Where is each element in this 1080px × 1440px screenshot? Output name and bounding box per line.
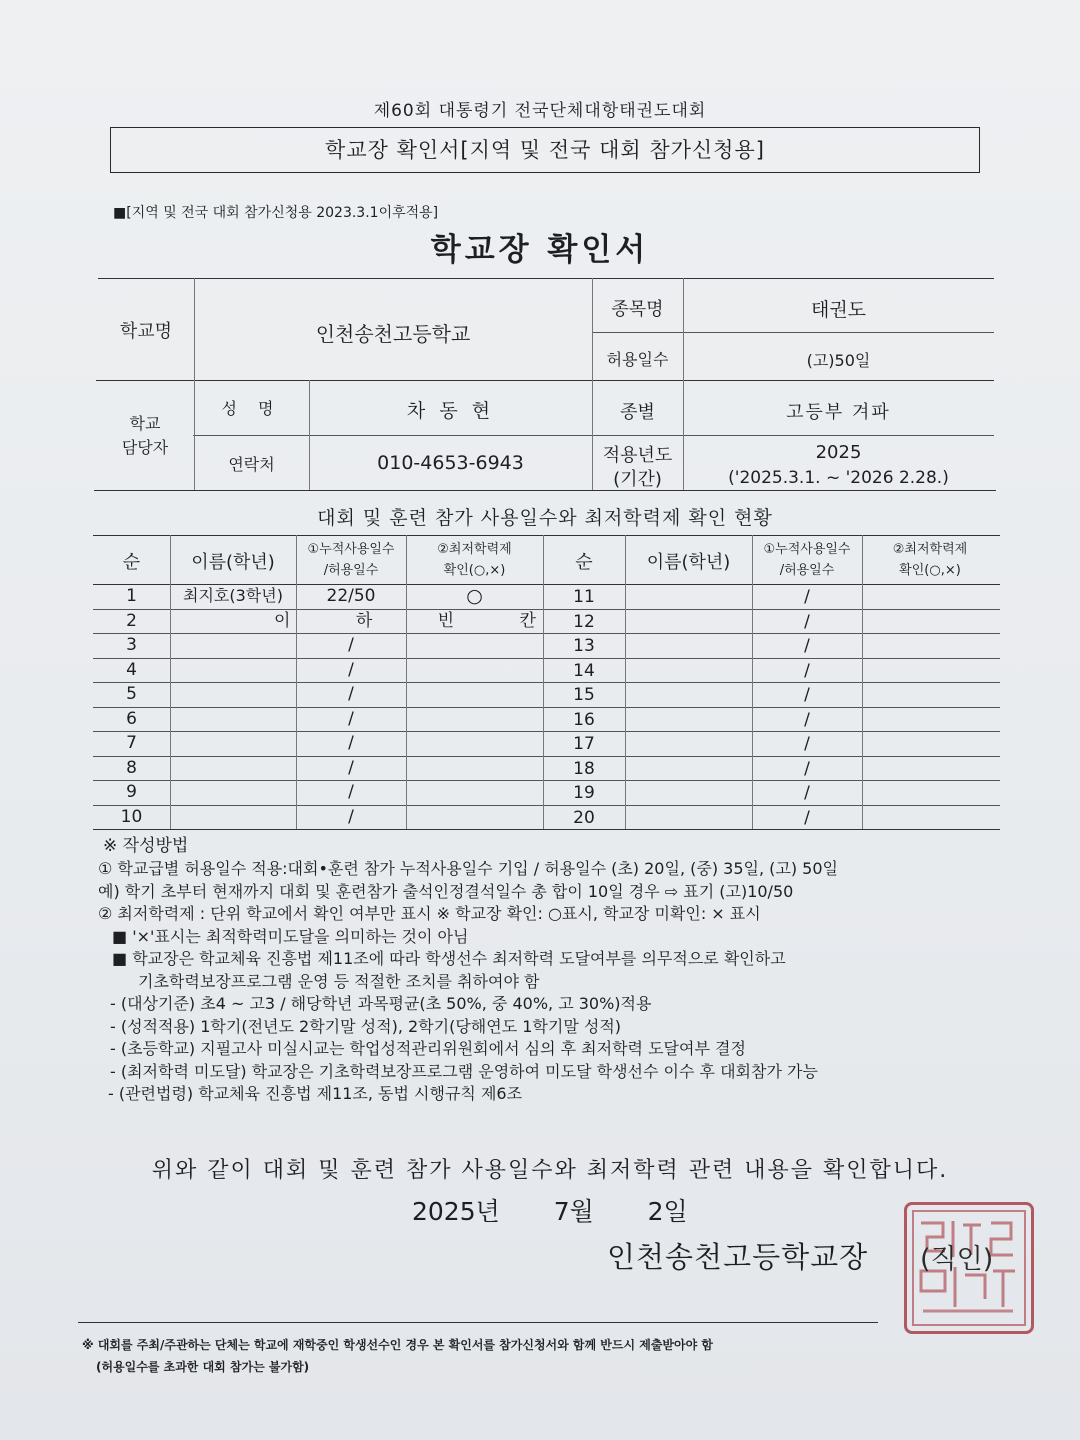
table-rule xyxy=(93,805,1000,806)
table-rule xyxy=(93,658,1000,659)
table-column-rule xyxy=(170,535,171,829)
row-days: / xyxy=(804,660,810,681)
row-number: 12 xyxy=(573,611,595,632)
table-rule xyxy=(93,731,1000,732)
header-no-right: 순 xyxy=(575,552,593,573)
row-number: 17 xyxy=(573,734,595,754)
footer-line: ※ 대회를 주최/주관하는 단체는 학교에 재학중인 학생선수인 경우 본 확인서를 참가신청서와 함께 반드시 제출받아야 함 xyxy=(82,1338,713,1352)
row-number: 20 xyxy=(573,807,595,828)
row-days: / xyxy=(804,636,810,656)
confirmation-statement: 위와 같이 대회 및 훈련 참가 사용일수와 최저학력 관련 내용을 확인합니다. xyxy=(151,1158,949,1183)
row-name: 이 하 빈 칸 xyxy=(274,610,566,631)
table-rule xyxy=(93,707,1000,708)
header-check-left-2: 확인(○,×) xyxy=(443,563,506,578)
row-number: 14 xyxy=(573,660,595,681)
row-number: 8 xyxy=(126,757,137,778)
page-title: 학교장 확인서 xyxy=(430,232,650,268)
document-type-box: 학교장 확인서[지역 및 전국 대회 참가신청용] xyxy=(110,127,980,173)
notes-list xyxy=(98,858,998,1106)
manager-name: 차 동 현 xyxy=(406,400,495,422)
note-line: ■ 학교장은 학교체육 진흥법 제11조에 따라 학생선수 최저학력 도달여부를 의무적으로 확인하고 xyxy=(112,949,786,968)
row-number: 11 xyxy=(573,587,595,607)
principal-name: 인천송천고등학교장 xyxy=(607,1240,869,1274)
contact-label: 연락처 xyxy=(228,455,275,474)
year-label-line2: (기간) xyxy=(613,469,662,490)
table-caption: 대회 및 훈련 참가 사용일수와 최저학력제 확인 현황 xyxy=(317,507,773,529)
category-label: 종별 xyxy=(620,402,655,423)
row-number: 2 xyxy=(126,610,137,631)
row-days: / xyxy=(348,684,354,704)
table-rule xyxy=(93,829,1000,830)
row-number: 3 xyxy=(126,635,137,655)
row-days: / xyxy=(348,782,354,802)
row-days: / xyxy=(348,708,354,729)
note-line: - (성적적용) 1학기(전년도 2학기말 성적), 2학기(당해연도 1학기말 성적) xyxy=(110,1016,622,1036)
table-rule xyxy=(93,633,1000,634)
name-label: 성 명 xyxy=(221,399,282,418)
row-number: 4 xyxy=(126,659,137,680)
form-version-note: ■[지역 및 전국 대회 참가신청용 2023.3.1이후적용] xyxy=(113,205,439,221)
row-days: / xyxy=(804,587,810,607)
row-days: / xyxy=(348,757,354,778)
row-days: / xyxy=(804,611,810,632)
row-check: ○ xyxy=(466,585,483,607)
row-days: / xyxy=(348,806,354,827)
row-number: 13 xyxy=(573,636,595,656)
header-name-right: 이름(학년) xyxy=(646,552,731,573)
footer-note xyxy=(82,1334,713,1378)
row-number: 15 xyxy=(573,685,595,705)
note-line: - (관련법령) 학교체육 진흥법 제11조, 동법 시행규칙 제6조 xyxy=(108,1084,523,1103)
row-number: 6 xyxy=(126,708,137,729)
table-column-rule xyxy=(625,535,626,829)
contact-value: 010-4653-6943 xyxy=(377,452,524,474)
row-number: 16 xyxy=(573,709,595,730)
header-no-left: 순 xyxy=(122,552,141,573)
date-day: 2일 xyxy=(647,1197,688,1226)
footer-line: (허용일수를 초과한 대회 참가는 불가함) xyxy=(96,1360,310,1374)
header-days-right-2: /허용일수 xyxy=(779,563,835,578)
row-days: / xyxy=(804,709,810,730)
sport-label: 종목명 xyxy=(611,299,664,320)
year-label-line1: 적용년도 xyxy=(602,445,673,466)
note-line: ① 학교급별 허용일수 적용:대회•훈련 참가 누적사용일수 기입 / 허용일수 (초) 20일, (중) 35일, (고) 50일 xyxy=(98,859,838,878)
row-number: 1 xyxy=(126,586,137,606)
manager-label-line1: 학교 xyxy=(129,414,161,433)
seal-mark: (직인) xyxy=(920,1244,994,1275)
note-line: ② 최저학력제 : 단위 학교에서 확인 여부만 표시 ※ 학교장 확인: ○표시, 학교장 미확인: × 표시 xyxy=(98,904,761,923)
note-line: 기초학력보장프로그램 운영 등 적절한 조치를 취하여야 함 xyxy=(138,971,540,991)
table-rule xyxy=(93,535,1000,536)
period-value: ('2025.3.1. ~ '2026 2.28.) xyxy=(728,468,949,488)
school-label: 학교명 xyxy=(119,321,173,342)
header-check-right-2: 확인(○,×) xyxy=(899,563,961,578)
note-line: 예) 학기 초부터 현재까지 대회 및 훈련참가 출석인정결석일수 총 합이 10일 경우 ⇨ 표기 (고)10/50 xyxy=(98,881,794,901)
year-value: 2025 xyxy=(815,442,862,463)
header-check-right-1: ②최저학력제 xyxy=(892,542,968,557)
header-check-left-1: ②최저학력제 xyxy=(437,542,512,557)
row-days: / xyxy=(348,659,354,680)
confirmation-date xyxy=(412,1192,688,1228)
header-name-left: 이름(학년) xyxy=(191,552,275,573)
row-days: / xyxy=(804,783,810,803)
header-days-left-1: ①누적사용일수 xyxy=(307,542,395,557)
row-days: / xyxy=(348,733,354,753)
table-rule xyxy=(93,756,1000,757)
note-line: - (최저학력 미도달) 학교장은 기초학력보장프로그램 운영하여 미도달 학생선수 이수 후 대회참가 가능 xyxy=(110,1061,818,1081)
row-days: 22/50 xyxy=(326,586,376,606)
note-line: - (대상기준) 초4 ~ 고3 / 해당학년 과목평균(초 50%, 중 40%, 고 30%)적용 xyxy=(110,994,652,1013)
row-number: 5 xyxy=(126,684,137,704)
school-value: 인천송천고등학교 xyxy=(315,322,471,346)
row-number: 19 xyxy=(573,783,595,803)
row-days: / xyxy=(804,758,810,779)
header-days-left-2: /허용일수 xyxy=(323,563,379,578)
manager-label-line2: 담당자 xyxy=(121,438,169,457)
event-title: 제60회 대통령기 전국단체대항태권도대회 xyxy=(373,101,707,121)
header-days-right-1: ①누적사용일수 xyxy=(763,542,851,557)
notes-heading: ※ 작성방법 xyxy=(103,836,189,856)
sport-value: 태권도 xyxy=(810,299,867,321)
row-days: / xyxy=(804,685,810,705)
table-rule xyxy=(93,780,1000,781)
row-number: 10 xyxy=(120,806,143,827)
row-number: 7 xyxy=(126,733,137,753)
days-value: (고)50일 xyxy=(806,351,871,370)
category-value: 고등부 겨파 xyxy=(786,402,891,423)
date-month: 7월 xyxy=(553,1197,594,1226)
table-rule xyxy=(93,682,1000,683)
row-number: 18 xyxy=(573,758,595,779)
note-line: ■ '×'표시는 최적학력미도달을 의미하는 것이 아님 xyxy=(112,926,469,946)
row-days: / xyxy=(804,807,810,828)
row-name: 최지호(3학년) xyxy=(183,586,283,605)
days-label: 허용일수 xyxy=(606,350,669,369)
date-year: 2025년 xyxy=(412,1197,500,1226)
row-days: / xyxy=(804,734,810,754)
row-days: / xyxy=(348,635,354,655)
row-number: 9 xyxy=(126,782,137,802)
note-line: - (초등학교) 지필고사 미실시교는 학업성적관리위원회에서 심의 후 최저학력 도달여부 결정 xyxy=(110,1039,746,1058)
